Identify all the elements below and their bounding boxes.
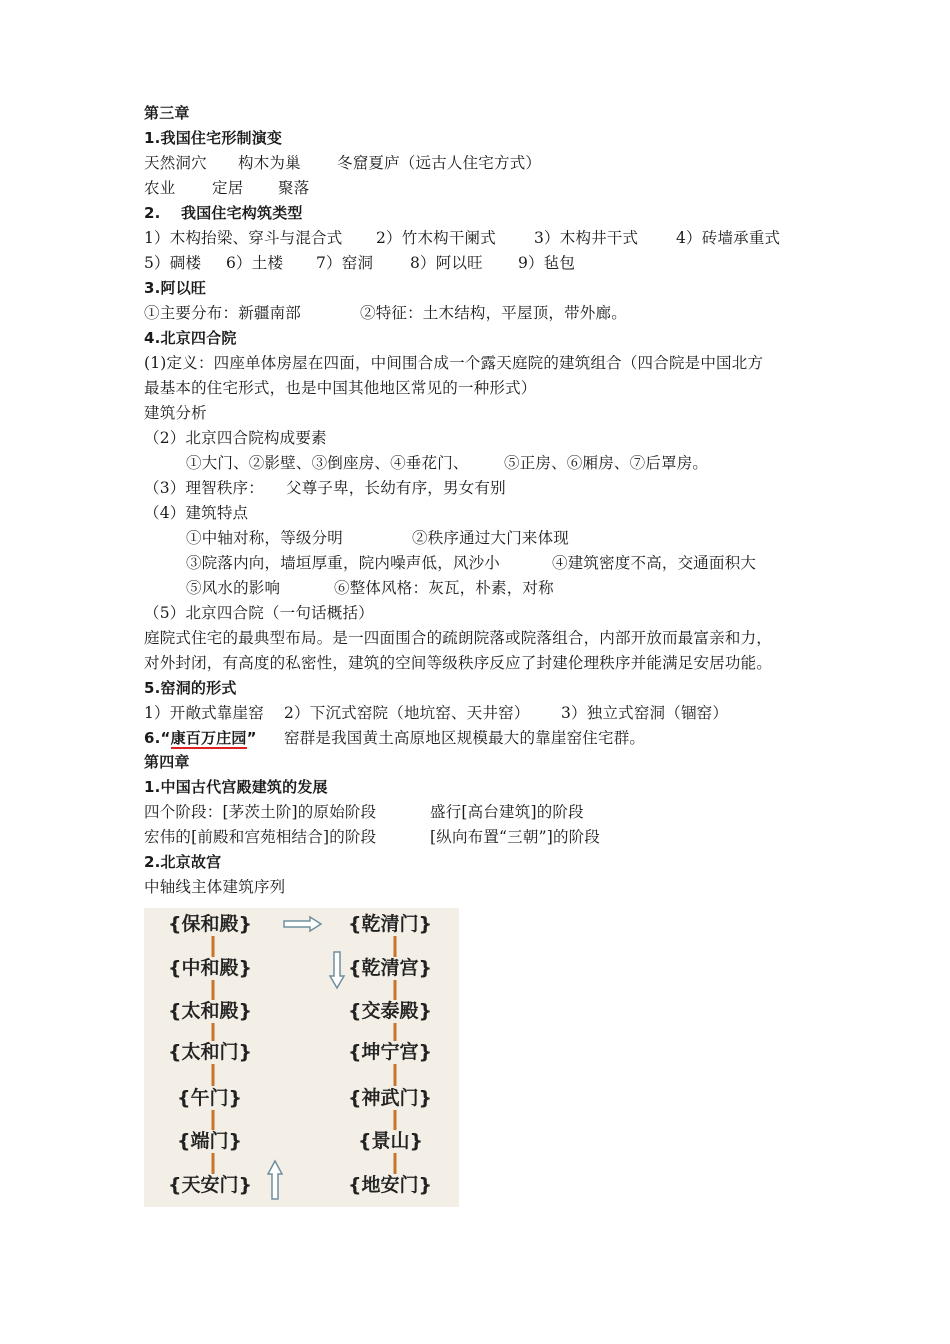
- text-item: 父尊子卑，长幼有序，男女有别: [286, 479, 506, 497]
- building-node: {地安门}: [348, 1174, 433, 1196]
- text-item: ②秩序通过大门来体现: [412, 529, 570, 547]
- building-node: {神武门}: [348, 1087, 433, 1109]
- text-item: 2）下沉式窑院（地坑窑、天井窑）: [284, 704, 530, 722]
- text-line: [144, 228, 844, 248]
- section-heading: 1.我国住宅形制演变: [144, 129, 283, 147]
- down-arrow-icon: [330, 952, 344, 988]
- section-heading: [144, 728, 844, 750]
- text-item: 3）独立式窑洞（锢窑）: [561, 704, 729, 722]
- text-item: 聚落: [278, 179, 310, 197]
- text-item: ①主要分布：新疆南部: [144, 304, 302, 322]
- text-item: 1）木构抬梁、穿斗与混合式: [144, 229, 343, 247]
- text-item: ⑤风水的影响: [186, 579, 281, 597]
- building-node: {端门}: [177, 1130, 243, 1152]
- building-node: {太和殿}: [168, 1000, 253, 1022]
- building-node: {乾清门}: [348, 913, 433, 935]
- text-line: (1)定义：四座单体房屋在四面，中间围合成一个露天庭院的建筑组合（四合院是中国北方: [144, 354, 764, 372]
- building-node: {保和殿}: [168, 913, 253, 935]
- text-item: 8）阿以旺: [410, 254, 483, 272]
- text-line: [186, 528, 786, 548]
- text-item: 四个阶段：[茅茨土阶]的原始阶段: [144, 803, 377, 821]
- text-item: 宏伟的[前殿和宫苑相结合]的阶段: [144, 828, 377, 846]
- section-heading: 4.北京四合院: [144, 329, 237, 347]
- building-node: {坤宁宫}: [348, 1041, 433, 1063]
- heading-quote: ”: [246, 729, 257, 747]
- text-item: [纵向布置“三朝”]的阶段: [430, 828, 601, 846]
- building-node: {中和殿}: [168, 957, 253, 979]
- text-line: [144, 153, 844, 173]
- building-node: {太和门}: [168, 1041, 253, 1063]
- building-node: {景山}: [358, 1130, 424, 1152]
- text-line: [144, 827, 844, 847]
- text-line: （5）北京四合院（一句话概括）: [144, 604, 374, 622]
- text-item: ①中轴对称，等级分明: [186, 529, 344, 547]
- text-line: [144, 253, 844, 273]
- text-line: [144, 478, 844, 498]
- building-node: {乾清宫}: [348, 957, 433, 979]
- text-line: （2）北京四合院构成要素: [144, 429, 327, 447]
- text-item: 4）砖墙承重式: [676, 229, 781, 247]
- text-line: （4）建筑特点: [144, 504, 249, 522]
- building-node: {午门}: [177, 1087, 243, 1109]
- right-arrow-icon: [284, 917, 321, 931]
- heading-text: 我国住宅构筑类型: [181, 204, 303, 222]
- text-line: [186, 453, 786, 473]
- text-item: 5）碉楼: [144, 254, 202, 272]
- text-item: 农业: [144, 179, 176, 197]
- building-node: {天安门}: [168, 1174, 253, 1196]
- section-heading: 1.中国古代宫殿建筑的发展: [144, 778, 328, 796]
- text-item: 定居: [212, 179, 244, 197]
- text-item: 7）窑洞: [316, 254, 374, 272]
- chapter-4-title: 第四章: [144, 753, 190, 771]
- text-line: [144, 703, 844, 723]
- section-heading: 2.北京故宫: [144, 853, 222, 871]
- text-item: （3）理智秩序：: [144, 479, 264, 497]
- text-line: [186, 553, 786, 573]
- forbidden-city-axis-figure: [144, 908, 459, 1207]
- heading-number: 2.: [144, 204, 161, 222]
- text-line: [144, 178, 844, 198]
- text-item: 窑群是我国黄土高原地区规模最大的靠崖窑住宅群。: [284, 729, 646, 747]
- heading-number: 6.: [144, 729, 161, 747]
- section-heading: 5.窑洞的形式: [144, 679, 237, 697]
- text-item: 3）木构井干式: [534, 229, 639, 247]
- text-line: [144, 802, 844, 822]
- text-line: [144, 303, 844, 323]
- text-line: 中轴线主体建筑序列: [144, 878, 286, 896]
- up-arrow-icon: [268, 1161, 282, 1199]
- text-item: ①大门、②影壁、③倒座房、④垂花门、: [186, 454, 469, 472]
- text-item: ⑥整体风格：灰瓦，朴素，对称: [334, 579, 554, 597]
- text-item: 9）毡包: [518, 254, 576, 272]
- text-line: 最基本的住宅形式，也是中国其他地区常见的一种形式）: [144, 379, 537, 397]
- section-heading: 3.阿以旺: [144, 279, 207, 297]
- heading-name: 康百万庄园: [170, 729, 247, 747]
- text-line: 对外封闭，有高度的私密性，建筑的空间等级秩序反应了封建伦理秩序并能满足安居功能。: [144, 654, 773, 672]
- text-item: ②特征：土木结构，平屋顶，带外廊。: [360, 304, 627, 322]
- text-item: ③院落内向，墙垣厚重，院内噪声低，风沙小: [186, 554, 501, 572]
- text-item: 天然洞穴: [144, 154, 207, 172]
- text-line: 建筑分析: [144, 404, 207, 422]
- text-item: ④建筑密度不高，交通面积大: [552, 554, 757, 572]
- text-item: 1）开敞式靠崖窑: [144, 704, 264, 722]
- section-heading: [144, 203, 544, 223]
- text-line: 庭院式住宅的最典型布局。是一四面围合的疏朗院落或院落组合，内部开放而最富亲和力，: [144, 629, 773, 647]
- chapter-3-title: 第三章: [144, 104, 190, 122]
- text-item: 冬窟夏庐（远古人住宅方式）: [337, 154, 542, 172]
- building-node: {交泰殿}: [348, 1000, 433, 1022]
- heading-quote: “: [160, 729, 171, 747]
- text-item: ⑤正房、⑥厢房、⑦后罩房。: [504, 454, 709, 472]
- text-item: 2）竹木构干阑式: [376, 229, 496, 247]
- text-item: 盛行[高台建筑]的阶段: [430, 803, 584, 821]
- text-item: 构木为巢: [238, 154, 301, 172]
- text-line: [186, 578, 786, 598]
- text-item: 6）土楼: [226, 254, 284, 272]
